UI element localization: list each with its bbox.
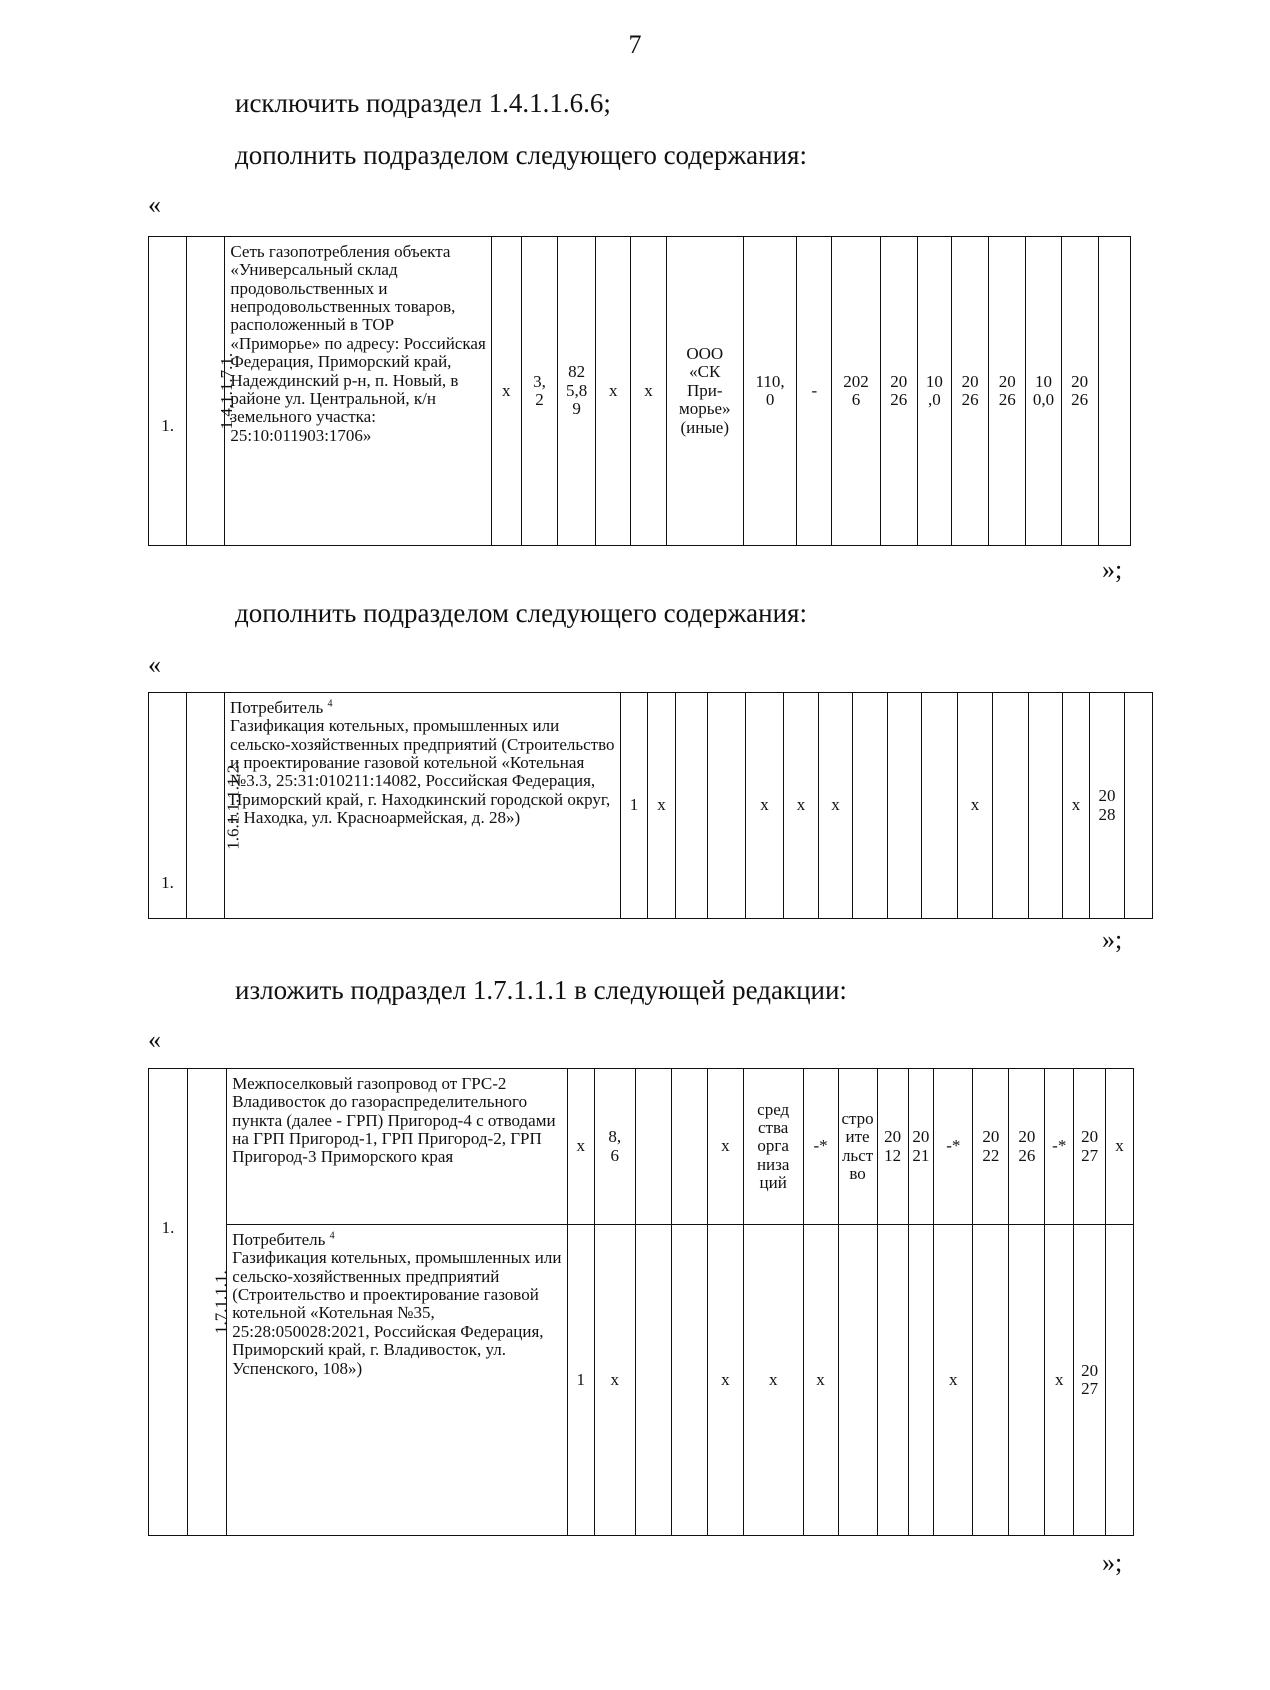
subsection-code: 1.4.1.1.7.1. xyxy=(217,352,237,430)
subsection-code-cell xyxy=(187,693,243,919)
instruction-exclude: исключить подраздел 1.4.1.1.6.6; xyxy=(235,88,611,118)
table-row xyxy=(149,693,1153,919)
table-cell: x xyxy=(1045,1225,1074,1536)
subsection-code: 1.7.1.1.1. xyxy=(211,1270,231,1334)
consumer-title: Потребитель xyxy=(232,1230,326,1249)
table-cell: x xyxy=(934,1225,973,1536)
object-description: Сеть газопотребления объекта «Универсальный склад продовольственных и непродовольственных товаров, расположенный в ТОР «Приморье» по адресу: Российская Федерация, Приморский край, Надеждинский р-н, п. Новый, в районе ул. Центральной, к/н земельного участка: 25:10:011903:1706» xyxy=(225,237,491,546)
open-quote-3: « xyxy=(148,1025,161,1054)
table-cell: -* xyxy=(1045,1069,1074,1225)
table-cell xyxy=(908,1225,934,1536)
table-cell xyxy=(993,693,1029,919)
table-cell: 20 27 xyxy=(1074,1069,1106,1225)
table-cell: 20 28 xyxy=(1090,693,1125,919)
table-cell xyxy=(877,1225,908,1536)
subsection-code: 1.6.1.1.1.1.2. xyxy=(223,760,243,851)
table-cell: x xyxy=(648,693,676,919)
table-cell: x xyxy=(746,693,784,919)
table-cell xyxy=(676,693,708,919)
open-quote-2: « xyxy=(148,650,161,679)
table-cell: - xyxy=(797,237,832,546)
table-cell: x xyxy=(491,237,521,546)
close-quote-2: »; xyxy=(1102,925,1123,954)
close-quote-1: »; xyxy=(1102,555,1123,584)
page-number: 7 xyxy=(628,30,642,59)
table-row xyxy=(149,1069,1134,1225)
table-cell: 110, 0 xyxy=(743,237,796,546)
table-cell: x xyxy=(596,237,631,546)
table-cell: x xyxy=(1106,1069,1134,1225)
table-cell xyxy=(888,693,922,919)
table-cell: 10 0,0 xyxy=(1026,237,1061,546)
table-cell xyxy=(671,1069,707,1225)
table-cell: ООО «СК При- морье» (иные) xyxy=(666,237,743,546)
table-cell: -* xyxy=(934,1069,973,1225)
consumer-description xyxy=(227,1225,568,1536)
table-row xyxy=(149,237,1131,546)
table-cell xyxy=(1009,1225,1045,1536)
table-cell: 8, 6 xyxy=(594,1069,635,1225)
table-cell: x xyxy=(707,1225,743,1536)
consumer-text: Газификация котельных, промышленных или сельско-хозяйственных предприятий (Строительство и проектирование газовой котельной «Котельная №3.3, 25:31:010211:14082, Российская Федерация, Приморский край, г. Находкинский городской округ, г. Находка, ул. Красноармейская, д. 28») xyxy=(230,716,615,828)
table-cell xyxy=(1029,693,1063,919)
subsection-code-cell xyxy=(188,1069,231,1536)
table-cell: x xyxy=(743,1225,803,1536)
instruction-add-2: дополнить подразделом следующего содержания: xyxy=(235,598,807,628)
table-cell: 10 ,0 xyxy=(917,237,951,546)
table-cell xyxy=(1106,1225,1134,1536)
table-cell: 20 26 xyxy=(880,237,917,546)
table-cell: 20 26 xyxy=(989,237,1026,546)
table-cell: x xyxy=(819,693,853,919)
table-cell: 20 27 xyxy=(1074,1225,1106,1536)
table-cell xyxy=(635,1069,671,1225)
table-cell xyxy=(853,693,888,919)
table-cell: 20 26 xyxy=(1009,1069,1045,1225)
table-cell xyxy=(973,1225,1009,1536)
table-cell xyxy=(922,693,958,919)
table-cell: x xyxy=(803,1225,838,1536)
table-cell: стро ите льст во xyxy=(838,1069,877,1225)
table-cell: 20 21 xyxy=(908,1069,934,1225)
open-quote-1: « xyxy=(148,190,161,219)
footnote-mark: 4 xyxy=(327,698,333,710)
row-number: 1. xyxy=(149,693,187,919)
table-cell: 20 22 xyxy=(973,1069,1009,1225)
table-cell: 82 5,8 9 xyxy=(558,237,596,546)
row-number: 1. xyxy=(149,1069,188,1536)
table-cell xyxy=(635,1225,671,1536)
object-description xyxy=(225,693,621,919)
table-cell: 202 6 xyxy=(832,237,880,546)
table-cell: x xyxy=(631,237,666,546)
table-row xyxy=(149,1225,1134,1536)
table-cell xyxy=(708,693,746,919)
table-cell: x xyxy=(784,693,819,919)
table-cell: x xyxy=(707,1069,743,1225)
table-cell xyxy=(838,1225,877,1536)
instruction-add-1: дополнить подразделом следующего содержания: xyxy=(235,140,807,170)
table-cell: -* xyxy=(803,1069,838,1225)
pipeline-description: Межпоселковый газопровод от ГРС-2 Владивосток до газораспределительного пункта (далее - ГРП) Пригород-4 с отводами на ГРП Пригород-1, ГРП Пригород-2, ГРП Пригород-3 Приморского края xyxy=(227,1069,568,1225)
table-cell: 3, 2 xyxy=(521,237,557,546)
table-cell xyxy=(1125,693,1153,919)
table-cell: 1 xyxy=(621,693,648,919)
table-subsection-1.4.1.1.7.1 xyxy=(148,236,1131,546)
table-cell: 20 26 xyxy=(951,237,988,546)
footnote-mark: 4 xyxy=(329,1230,335,1242)
table-cell: x xyxy=(594,1225,635,1536)
table-cell: 20 12 xyxy=(877,1069,908,1225)
table-cell: x xyxy=(958,693,993,919)
table-subsection-1.7.1.1.1 xyxy=(148,1068,1134,1536)
consumer-title: Потребитель xyxy=(230,698,324,717)
close-quote-3: »; xyxy=(1102,1548,1123,1577)
table-cell: x xyxy=(1063,693,1090,919)
consumer-text: Газификация котельных, промышленных или сельско-хозяйственных предприятий (Строительство и проектирование газовой котельной «Котельная №35, 25:28:050028:2021, Российская Федерация, Приморский край, г. Владивосток, ул. Успенского, 108») xyxy=(232,1248,562,1378)
instruction-restate: изложить подраздел 1.7.1.1.1 в следующей редакции: xyxy=(235,975,847,1005)
table-cell: сред ства орга низа ций xyxy=(743,1069,803,1225)
table-cell xyxy=(1098,237,1130,546)
table-cell xyxy=(671,1225,707,1536)
table-subsection-1.6.1.1.1.1.2 xyxy=(148,692,1153,919)
table-cell: x xyxy=(567,1069,594,1225)
row-number: 1. xyxy=(149,237,187,546)
table-cell: 20 26 xyxy=(1061,237,1098,546)
table-cell: 1 xyxy=(567,1225,594,1536)
subsection-code-cell xyxy=(187,237,237,546)
